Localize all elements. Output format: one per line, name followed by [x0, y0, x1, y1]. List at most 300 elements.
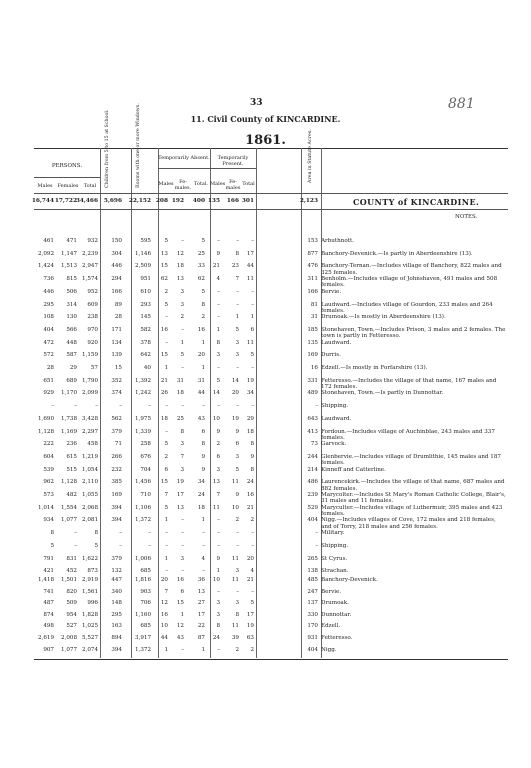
- rooms-cell: 1,339: [134, 428, 151, 435]
- total-cell: 5: [94, 542, 98, 549]
- rooms-cell: 685: [140, 568, 151, 575]
- present-females-cell: 8: [235, 611, 239, 618]
- rooms-header: Rooms with one or more Windows.: [136, 103, 141, 188]
- present-females-cell: 11: [231, 479, 239, 486]
- females-cell: –: [74, 530, 77, 537]
- row-note: Edzell.: [321, 623, 341, 630]
- row-note: Banchory-Devenick.: [321, 577, 378, 583]
- present-females-cell: –: [236, 288, 239, 295]
- table-row: [34, 251, 508, 263]
- present-females-cell: –: [236, 403, 239, 410]
- area-cell: 643: [307, 415, 318, 422]
- area-cell: 404: [307, 646, 318, 653]
- males-cell: 907: [43, 646, 54, 653]
- absent-males-cell: 2: [164, 453, 168, 460]
- absent-males-cell: 7: [164, 492, 168, 498]
- absent-total-cell: 27: [197, 600, 205, 607]
- table-row: [34, 635, 508, 647]
- present-males-cell: 9: [216, 555, 220, 562]
- header-rule: [34, 177, 100, 178]
- absent-females-cell: –: [181, 530, 184, 537]
- children-cell: 169: [111, 492, 122, 498]
- present-total-cell: 21: [246, 504, 254, 511]
- present-total-cell: 17: [246, 250, 254, 257]
- absent-total-cell: 8: [201, 441, 205, 448]
- present-total-cell: 5: [250, 600, 254, 607]
- females-cell: 1,554: [60, 504, 77, 511]
- present-males-cell: –: [217, 542, 220, 549]
- females-cell: 815: [66, 276, 77, 283]
- present-females-cell: 11: [231, 623, 239, 630]
- absent-total-cell: 17: [197, 611, 205, 618]
- rooms-cell: 1,160: [134, 611, 151, 618]
- total-cell: 458: [87, 441, 98, 448]
- total-cell: 1,828: [81, 611, 98, 618]
- row-note: Shipping.: [321, 542, 349, 549]
- children-cell: 166: [111, 288, 122, 295]
- total-cell: 2,068: [81, 504, 98, 511]
- area-header: Area in Statute Acres.: [308, 129, 313, 183]
- absent-total-cell: 9: [201, 453, 205, 460]
- present-males-cell: 11: [212, 504, 220, 511]
- present-females-cell: –: [236, 301, 239, 308]
- area-cell: 16: [310, 365, 318, 371]
- males-cell: 2,619: [37, 635, 54, 641]
- table-row: [34, 302, 508, 314]
- children-cell: 150: [111, 238, 122, 244]
- present-females-cell: 9: [235, 492, 239, 498]
- absent-males-cell: 15: [160, 352, 168, 359]
- absent-males-cell: 1: [164, 365, 168, 371]
- present-females-cell: –: [236, 542, 239, 549]
- table-row: [34, 441, 508, 453]
- present-total-cell: 20: [246, 555, 254, 562]
- row-note: Shipping.: [321, 403, 349, 410]
- females-cell: 471: [66, 238, 77, 244]
- table-row: [34, 327, 508, 339]
- rooms-cell: 378: [140, 339, 151, 346]
- temporarily-present-header: Temporarily Present.: [217, 155, 249, 167]
- absent-total-cell: 1: [201, 646, 205, 653]
- absent-total-cell: 34: [197, 479, 205, 486]
- present-males-cell: 8: [216, 339, 220, 346]
- children-cell: 394: [111, 646, 122, 653]
- rooms-cell: 3,917: [134, 635, 151, 641]
- total-cell: 3,428: [81, 415, 98, 422]
- children-cell: 394: [111, 517, 122, 524]
- absent-females-cell: 16: [176, 577, 184, 583]
- present-total-cell: –: [251, 301, 254, 308]
- present-females-header: Fe- males: [225, 179, 241, 191]
- present-females-cell: 166: [226, 198, 239, 204]
- county-name: COUNTY of KINCARDINE.: [353, 197, 480, 207]
- absent-males-cell: 26: [160, 390, 168, 397]
- males-cell: 651: [43, 377, 54, 384]
- females-cell: 1,170: [60, 390, 77, 397]
- present-males-cell: –: [217, 403, 220, 410]
- row-note: Durris.: [321, 352, 341, 359]
- row-note: Garvock.: [321, 441, 347, 448]
- present-females-cell: 5: [235, 466, 239, 473]
- rooms-cell: 1,106: [134, 504, 151, 511]
- females-cell: 1,501: [60, 577, 77, 583]
- females-cell: 2,008: [60, 635, 77, 641]
- females-cell: 506: [66, 288, 77, 295]
- females-header: Females: [57, 183, 79, 189]
- absent-males-cell: –: [165, 428, 168, 435]
- absent-males-cell: –: [165, 530, 168, 537]
- females-cell: 515: [66, 466, 77, 473]
- absent-total-cell: 5: [201, 288, 205, 295]
- present-total-cell: 19: [246, 377, 254, 384]
- present-males-cell: 2: [216, 441, 220, 448]
- present-males-cell: –: [217, 314, 220, 321]
- absent-total-cell: 1: [201, 517, 205, 524]
- absent-males-header: Males: [158, 181, 174, 187]
- present-females-cell: 3: [235, 600, 239, 607]
- absent-females-cell: 2: [180, 314, 184, 321]
- absent-total-cell: 16: [197, 326, 205, 333]
- row-note: Marycolter.—Includes St Mary's Roman Catholic College, Blair's, 31 males and 11 females.: [321, 492, 506, 505]
- females-cell: 314: [66, 301, 77, 308]
- table-row: [34, 378, 508, 390]
- total-cell: 996: [87, 600, 98, 607]
- absent-males-cell: 15: [160, 479, 168, 486]
- absent-females-cell: 1: [180, 339, 184, 346]
- header-rule: [34, 209, 508, 210]
- area-cell: 153: [307, 238, 318, 244]
- females-cell: 615: [66, 453, 77, 460]
- absent-females-cell: 3: [180, 288, 184, 295]
- males-cell: 295: [43, 301, 54, 308]
- females-cell: –: [74, 542, 77, 549]
- rooms-cell: 610: [140, 288, 151, 295]
- absent-total-cell: 5: [201, 238, 205, 244]
- row-note: Fetteresso.—Includes the village of that name, 167 males and 172 females.: [321, 377, 497, 390]
- row-note: Military.: [321, 530, 345, 537]
- present-total-header: Total: [242, 181, 255, 187]
- males-cell: 736: [43, 276, 54, 283]
- present-males-cell: 3: [216, 611, 220, 618]
- absent-total-cell: –: [202, 568, 205, 575]
- males-cell: 539: [43, 466, 54, 473]
- present-males-cell: –: [217, 588, 220, 595]
- temporarily-absent-header: Temporarily Absent.: [158, 155, 210, 161]
- row-note: St Cyrus.: [321, 555, 348, 562]
- females-cell: 236: [66, 441, 77, 448]
- area-cell: 244: [307, 453, 318, 460]
- children-cell: –: [119, 542, 122, 549]
- present-males-cell: 13: [212, 479, 220, 486]
- area-cell: 413: [307, 428, 318, 435]
- row-note: Stonehaven, Town.—Is partly in Dunnottar.: [321, 390, 444, 397]
- females-cell: 17,722: [54, 198, 77, 204]
- table-row: [34, 517, 508, 529]
- present-females-cell: 39: [231, 635, 239, 641]
- header-rule: [158, 168, 256, 169]
- children-cell: –: [119, 530, 122, 537]
- males-cell: 741: [43, 588, 54, 595]
- absent-females-cell: –: [181, 646, 184, 653]
- present-males-cell: 24: [212, 635, 220, 641]
- total-cell: 2,110: [81, 479, 98, 486]
- males-cell: –: [51, 403, 54, 410]
- males-cell: 1,424: [37, 263, 54, 270]
- rooms-cell: 582: [140, 326, 151, 333]
- absent-total-cell: 1: [201, 339, 205, 346]
- females-cell: 509: [66, 600, 77, 607]
- area-cell: 265: [307, 555, 318, 562]
- present-total-cell: 8: [250, 441, 254, 448]
- area-cell: –: [315, 530, 318, 537]
- rooms-cell: 40: [143, 365, 151, 371]
- absent-total-cell: 8: [201, 301, 205, 308]
- males-cell: 2,092: [37, 250, 54, 257]
- absent-total-cell: 4: [201, 555, 205, 562]
- rooms-cell: 595: [140, 238, 151, 244]
- area-cell: 330: [307, 611, 318, 618]
- area-cell: 138: [307, 568, 318, 575]
- rooms-cell: 1,456: [134, 479, 151, 486]
- table-row: [34, 467, 508, 479]
- females-cell: 954: [66, 611, 77, 618]
- present-males-cell: 3: [216, 600, 220, 607]
- table-row: [34, 314, 508, 326]
- present-males-cell: 7: [216, 492, 220, 498]
- total-cell: 920: [87, 339, 98, 346]
- table-row: [34, 365, 508, 377]
- females-cell: 1,077: [60, 517, 77, 524]
- area-cell: 31: [310, 314, 318, 321]
- row-note: Banchory-Devenick.—Is partly in Aberdeenshire (13).: [321, 250, 473, 257]
- absent-females-cell: 19: [176, 479, 184, 486]
- present-females-cell: 3: [235, 339, 239, 346]
- males-cell: 874: [43, 611, 54, 618]
- children-cell: 171: [111, 326, 122, 333]
- present-females-cell: 14: [231, 377, 239, 384]
- present-females-cell: 20: [231, 390, 239, 397]
- table-row: [34, 289, 508, 301]
- row-note: Nigg.: [321, 646, 337, 653]
- area-cell: –: [315, 542, 318, 549]
- table-row: [34, 647, 508, 659]
- section-title: 11. Civil County of KINCARDINE.: [190, 114, 341, 124]
- absent-females-cell: –: [181, 517, 184, 524]
- area-cell: 529: [307, 504, 318, 511]
- present-females-cell: 5: [235, 326, 239, 333]
- absent-females-cell: 3: [180, 441, 184, 448]
- table-row: [34, 263, 508, 275]
- present-females-cell: 1: [235, 314, 239, 321]
- present-total-cell: 2: [250, 646, 254, 653]
- females-cell: 587: [66, 352, 77, 359]
- absent-males-cell: –: [165, 568, 168, 575]
- children-cell: 294: [111, 276, 122, 283]
- table-row: [34, 390, 508, 402]
- total-cell: 1,622: [81, 555, 98, 562]
- present-males-cell: 6: [216, 453, 220, 460]
- present-total-cell: 4: [250, 568, 254, 575]
- area-cell: 485: [307, 577, 318, 583]
- absent-females-cell: 13: [176, 504, 184, 511]
- area-cell: 137: [307, 600, 318, 607]
- row-note: Maryculter.—Includes village of Luthermuir, 395 males and 423 females.: [321, 504, 503, 517]
- present-females-cell: 3: [235, 453, 239, 460]
- absent-males-cell: 1: [164, 646, 168, 653]
- absent-males-cell: –: [165, 403, 168, 410]
- males-cell: 222: [43, 441, 54, 448]
- area-cell: –: [315, 403, 318, 410]
- total-cell: 2,099: [81, 390, 98, 397]
- present-females-cell: 8: [235, 250, 239, 257]
- row-note: Drumoak.: [321, 600, 349, 607]
- males-cell: 1,014: [37, 504, 54, 511]
- total-cell: 2,947: [81, 263, 98, 270]
- total-cell: 57: [90, 365, 98, 371]
- absent-females-cell: 18: [176, 263, 184, 270]
- absent-females-cell: 15: [176, 600, 184, 607]
- total-cell: 932: [87, 238, 98, 244]
- males-cell: 791: [43, 555, 54, 562]
- absent-males-cell: 15: [160, 263, 168, 270]
- males-header: Males: [37, 183, 53, 189]
- absent-total-cell: 13: [197, 588, 205, 595]
- children-cell: 446: [111, 263, 122, 270]
- row-note: Dunnottar.: [321, 611, 352, 618]
- children-cell: 89: [114, 301, 122, 308]
- notes-heading: NOTES.: [455, 214, 478, 220]
- total-cell: 2,297: [81, 428, 98, 435]
- rooms-cell: 1,392: [134, 377, 151, 384]
- table-row: [34, 416, 508, 428]
- females-cell: 1,128: [60, 479, 77, 486]
- present-total-cell: 8: [250, 466, 254, 473]
- present-total-cell: 5: [250, 352, 254, 359]
- present-females-cell: 3: [235, 352, 239, 359]
- present-males-cell: 1: [216, 326, 220, 333]
- row-note: Kinneff and Catterline.: [321, 466, 386, 473]
- absent-males-cell: 1: [164, 555, 168, 562]
- persons-header: PERSONS.: [51, 163, 83, 169]
- absent-total-cell: 1: [201, 365, 205, 371]
- children-cell: 163: [111, 623, 122, 630]
- total-cell: 970: [87, 326, 98, 333]
- present-females-cell: 7: [235, 276, 239, 283]
- females-cell: 566: [66, 326, 77, 333]
- children-cell: 15: [114, 365, 122, 371]
- rooms-cell: 1,372: [134, 517, 151, 524]
- rooms-cell: 1,975: [134, 415, 151, 422]
- absent-males-cell: 16: [160, 611, 168, 618]
- absent-total-cell: –: [202, 530, 205, 537]
- present-females-cell: 19: [231, 415, 239, 422]
- children-cell: –: [119, 403, 122, 410]
- children-cell: 394: [111, 504, 122, 511]
- present-males-cell: 3: [216, 352, 220, 359]
- males-cell: 1,418: [37, 577, 54, 583]
- total-cell: 1,574: [81, 276, 98, 283]
- area-cell: 331: [307, 377, 318, 384]
- absent-females-cell: 3: [180, 466, 184, 473]
- total-cell: 5,527: [81, 635, 98, 641]
- males-cell: 461: [43, 238, 54, 244]
- row-note: Edzell.—Is mostly in Forfarshire (13).: [321, 365, 428, 371]
- rooms-cell: 293: [140, 301, 151, 308]
- absent-total-cell: 24: [197, 492, 205, 498]
- table-row: [34, 600, 508, 612]
- row-note: Laurencekirk.—Includes the village of that name, 687 males and 882 females.: [321, 479, 505, 492]
- absent-females-cell: 43: [176, 635, 184, 641]
- present-total-cell: 1: [250, 314, 254, 321]
- present-males-cell: 8: [216, 623, 220, 630]
- children-cell: 304: [111, 250, 122, 257]
- present-total-cell: 21: [246, 577, 254, 583]
- absent-total-cell: –: [202, 542, 205, 549]
- present-total-cell: –: [251, 288, 254, 295]
- total-cell: 1,025: [81, 623, 98, 630]
- table-row: [34, 340, 508, 352]
- females-cell: 482: [66, 492, 77, 498]
- present-males-cell: –: [217, 517, 220, 524]
- absent-total-cell: 43: [197, 415, 205, 422]
- area-cell: 81: [310, 301, 318, 308]
- absent-males-cell: 16: [160, 326, 168, 333]
- area-cell: 73: [310, 441, 318, 448]
- present-total-cell: 29: [246, 415, 254, 422]
- rooms-cell: 1,372: [134, 646, 151, 653]
- present-females-cell: 3: [235, 568, 239, 575]
- row-note: Banchory-Ternan.—Includes village of Banchory, 822 males and 325 females.: [321, 263, 502, 276]
- row-note: Benholm.—Includes village of Johnshaven, 491 males and 508 females.: [321, 276, 498, 289]
- table-row: [34, 403, 508, 415]
- females-cell: 130: [66, 314, 77, 321]
- absent-females-cell: 8: [180, 428, 184, 435]
- absent-total-cell: 6: [201, 428, 205, 435]
- area-cell: 239: [307, 492, 318, 498]
- males-cell: 573: [43, 492, 54, 498]
- children-cell: 232: [111, 466, 122, 473]
- total-cell: 1,561: [81, 588, 98, 595]
- children-cell: 266: [111, 453, 122, 460]
- table-row: [34, 505, 508, 517]
- page-number: 33: [250, 98, 263, 108]
- total-cell: 873: [87, 568, 98, 575]
- total-cell: 609: [87, 301, 98, 308]
- females-cell: 527: [66, 623, 77, 630]
- absent-males-cell: 5: [164, 441, 168, 448]
- rooms-cell: 2,509: [134, 263, 151, 270]
- present-females-cell: 10: [231, 504, 239, 511]
- males-cell: 487: [43, 600, 54, 607]
- children-cell: 134: [111, 339, 122, 346]
- absent-males-cell: 7: [164, 588, 168, 595]
- area-cell: 311: [307, 276, 318, 283]
- total-cell: 952: [87, 288, 98, 295]
- handwritten-page-note: 881: [448, 96, 475, 112]
- total-cell: 1,790: [81, 377, 98, 384]
- total-cell: 1,219: [81, 453, 98, 460]
- rooms-cell: 685: [140, 623, 151, 630]
- row-note: Strachan.: [321, 568, 349, 575]
- absent-total-cell: 20: [197, 352, 205, 359]
- row-note: Nigg.—Includes villages of Cove, 172 males and 218 females, and of Torry, 218 males and 256 females.: [321, 517, 496, 530]
- area-cell: 185: [307, 326, 318, 333]
- rooms-cell: 1,006: [134, 555, 151, 562]
- absent-total-cell: 36: [197, 577, 205, 583]
- absent-total-cell: 22: [197, 623, 205, 630]
- present-total-cell: 17: [246, 611, 254, 618]
- rooms-cell: 903: [140, 588, 151, 595]
